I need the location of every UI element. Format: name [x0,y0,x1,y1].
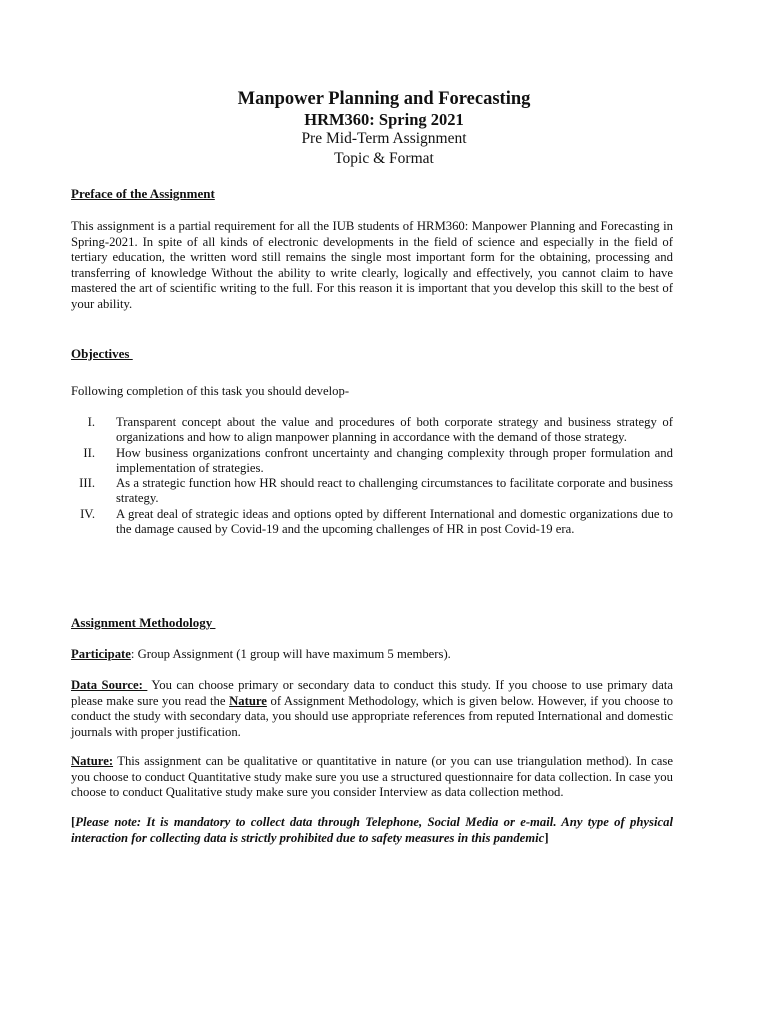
list-item-number: IV. [80,506,95,521]
data-source-nature: Nature [229,693,267,708]
list-item-text: As a strategic function how HR should react to challenging circumstances to facilitate corporate and business strategy. [116,476,673,506]
nature-label: Nature: [71,754,114,768]
list-item [71,507,673,538]
list-item-number: III. [79,476,95,491]
assignment-name: Pre Mid-Term Assignment [301,130,467,147]
nature-text: This assignment can be qualitative or quantitative in nature (or you can use triangulation method). In case you choose to conduct Quantitative study make sure you use a structured questionnaire for data collection. In case you choose to conduct Qualitative study make sure you consider Interview as data collection method. [71,754,673,800]
note-open-bracket: [ [71,815,76,829]
participate-paragraph [71,647,673,663]
list-item-text: Transparent concept about the value and procedures of both corporate strategy and business strategy of organizations and how to align manpower planning in accordance with the demand of those strategy. [116,415,673,445]
list-item [71,415,673,446]
document-title: Manpower Planning and Forecasting [237,89,531,109]
objectives-heading: Objectives [71,346,133,361]
data-source-text-2: of Assignment Methodology, which is given below. However, if you choose to conduct the study with secondary data, you should use appropriate references from reputed International and domestic journals with proper justification. [71,693,673,739]
list-item [71,476,673,507]
list-item-text: A great deal of strategic ideas and options opted by different International and domestic organizations due to the damage caused by Covid-19 and the upcoming challenges of HR in post Covid-19 era. [116,506,673,537]
list-item-number: II. [83,445,95,460]
preface-paragraph: This assignment is a partial requirement for all the IUB students of HRM360: Manpower Planning and Forecasting in Spring-2021. In spite of all kinds of electronic developments in the field of science and especially in the field of tertiary education, the written word still remains the single most important form for the obtaining, processing and transferring of knowledge Without the ability to write clearly, logically and effectively, you cannot claim to have mastered the art of scientific writing to the full. For this reason it is important that you develop this skill to the best of your ability. [71,219,673,311]
course-code: HRM360: Spring 2021 [304,110,464,129]
list-item [71,446,673,477]
objectives-intro: Following completion of this task you should develop- [71,384,350,398]
note-text: Please note: It is mandatory to collect data through Telephone, Social Media or e-mail. Any type of physical interaction for collecting data is strictly prohibited due to safety measures in this pandemic [71,815,673,845]
data-source-text-1: You can choose primary or secondary data to conduct this study. If you choose to use primary data please make sure you read the [71,678,673,708]
pandemic-note [71,815,673,846]
list-item-text: How business organizations confront uncertainty and changing complexity through proper formulation and implementation of strategies. [116,445,673,475]
note-close-bracket: ] [544,830,549,845]
list-item-number: I. [87,415,95,429]
objectives-list [71,415,673,537]
data-source-label: Data Source: [71,678,148,692]
data-source-paragraph [71,678,673,740]
methodology-heading: Assignment Methodology [71,615,216,630]
participate-text: : Group Assignment (1 group will have maximum 5 members). [130,647,451,661]
preface-heading: Preface of the Assignment [71,186,215,201]
nature-paragraph [71,754,673,801]
participate-label: Participate [71,647,131,661]
document-subtitle: Topic & Format [334,150,434,167]
